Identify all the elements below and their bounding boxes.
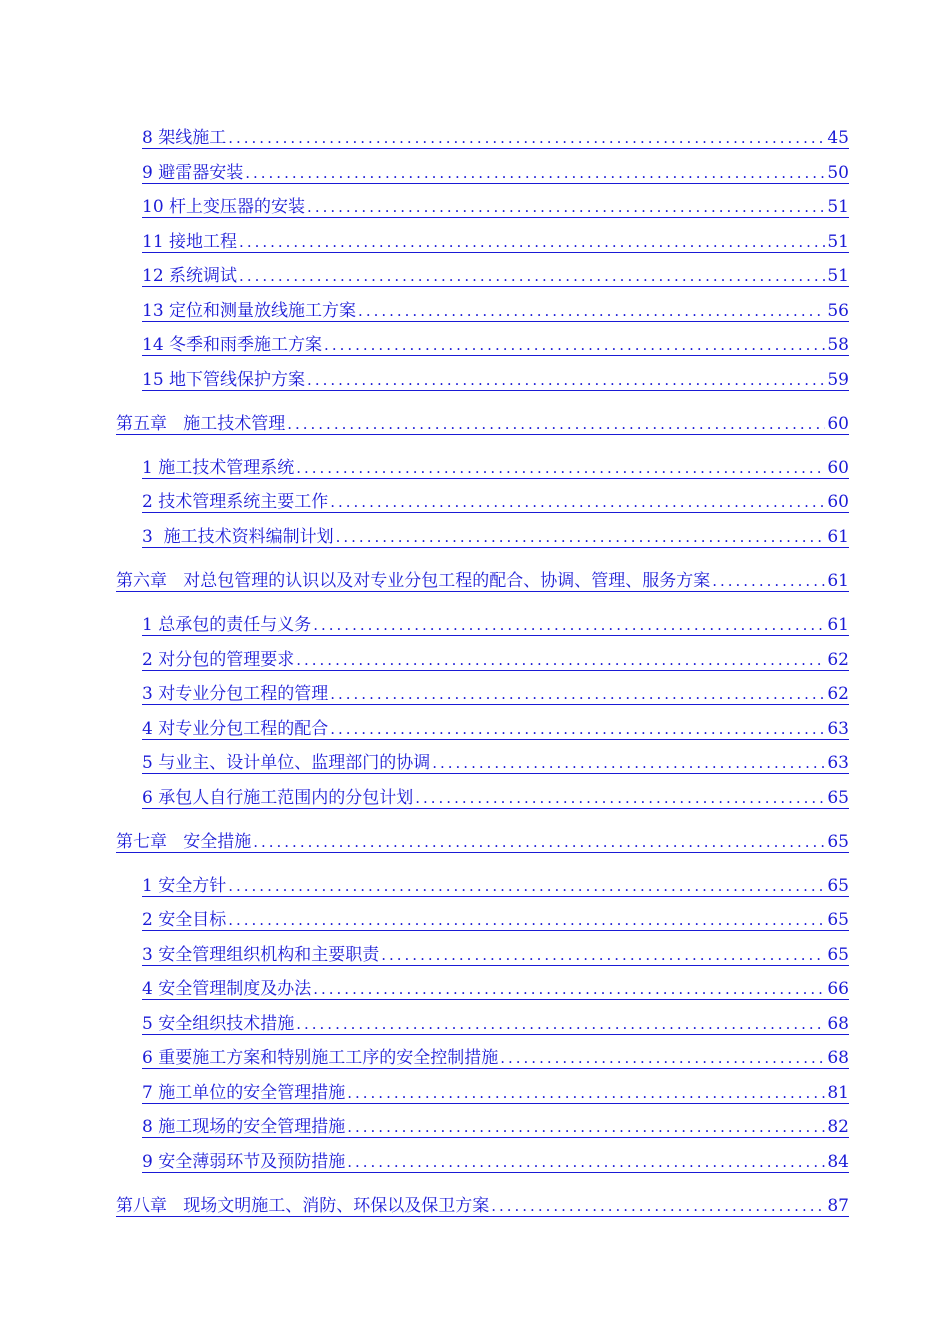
toc-entry[interactable] — [142, 333, 849, 356]
toc-dot-leader — [500, 1048, 825, 1068]
toc-page-number: 65 — [827, 876, 849, 896]
toc-dot-leader — [381, 945, 825, 965]
toc-chapter-title: 第八章 现场文明施工、消防、环保以及保卫方案 — [116, 1196, 490, 1216]
toc-entry-title: 9 安全薄弱环节及预防措施 — [142, 1152, 346, 1172]
toc-dot-leader — [253, 832, 825, 852]
toc-entry[interactable] — [142, 1115, 849, 1138]
toc-chapter-title: 第六章 对总包管理的认识以及对专业分包工程的配合、协调、管理、服务方案 — [116, 571, 711, 591]
toc-entry[interactable] — [142, 717, 849, 740]
toc-dot-leader — [432, 753, 825, 773]
toc-page-number: 61 — [827, 615, 849, 635]
toc-page-number: 56 — [827, 301, 849, 321]
toc-entry[interactable] — [142, 161, 849, 184]
toc-dot-leader — [313, 615, 825, 635]
toc-dot-leader — [330, 684, 825, 704]
toc-page-number: 62 — [827, 684, 849, 704]
toc-page-number: 60 — [827, 458, 849, 478]
toc-page-number: 65 — [827, 788, 849, 808]
toc-entry[interactable] — [142, 1012, 849, 1035]
toc-page-number: 82 — [827, 1117, 849, 1137]
toc-entry-title: 10 杆上变压器的安装 — [142, 197, 306, 217]
toc-page-number: 61 — [827, 571, 849, 591]
toc-entry-title: 15 地下管线保护方案 — [142, 370, 306, 390]
toc-dot-leader — [307, 197, 825, 217]
toc-dot-leader — [239, 266, 825, 286]
toc-entry-title: 2 对分包的管理要求 — [142, 650, 295, 670]
toc-page-number: 51 — [827, 197, 849, 217]
toc-entry-title: 4 安全管理制度及办法 — [142, 979, 312, 999]
toc-entry[interactable] — [142, 230, 849, 253]
toc-dot-leader — [415, 788, 825, 808]
toc-page-number: 68 — [827, 1048, 849, 1068]
toc-entry[interactable] — [142, 648, 849, 671]
toc-dot-leader — [330, 492, 825, 512]
toc-dot-leader — [712, 571, 825, 591]
toc-entry-title: 2 安全目标 — [142, 910, 227, 930]
toc-dot-leader — [245, 163, 825, 183]
toc-entry[interactable] — [142, 751, 849, 774]
toc-dot-leader — [228, 128, 825, 148]
toc-chapter-title: 第五章 施工技术管理 — [116, 414, 286, 434]
toc-entry[interactable] — [142, 299, 849, 322]
toc-page-number: 65 — [827, 832, 849, 852]
toc-dot-leader — [239, 232, 825, 252]
toc-dot-leader — [296, 650, 825, 670]
toc-dot-leader — [491, 1196, 825, 1216]
toc-entry-title: 2 技术管理系统主要工作 — [142, 492, 329, 512]
toc-entry-title: 11 接地工程 — [142, 232, 238, 252]
toc-page-number: 61 — [827, 527, 849, 547]
toc-page-number: 68 — [827, 1014, 849, 1034]
toc-entry-title: 12 系统调试 — [142, 266, 238, 286]
toc-entry-title: 5 安全组织技术措施 — [142, 1014, 295, 1034]
toc-dot-leader — [313, 979, 825, 999]
toc-dot-leader — [324, 335, 825, 355]
toc-dot-leader — [330, 719, 825, 739]
toc-entry[interactable] — [142, 1081, 849, 1104]
toc-entry-title: 6 承包人自行施工范围内的分包计划 — [142, 788, 414, 808]
toc-dot-leader — [347, 1083, 825, 1103]
toc-dot-leader — [336, 527, 826, 547]
toc-dot-leader — [307, 370, 825, 390]
toc-entry-title: 1 总承包的责任与义务 — [142, 615, 312, 635]
toc-page-number: 51 — [827, 232, 849, 252]
toc-entry-title: 8 架线施工 — [142, 128, 227, 148]
toc-page-number: 84 — [827, 1152, 849, 1172]
toc-dot-leader — [347, 1117, 825, 1137]
toc-dot-leader — [296, 1014, 825, 1034]
toc-page-number: 59 — [827, 370, 849, 390]
toc-entry-title: 13 定位和测量放线施工方案 — [142, 301, 357, 321]
toc-entry-title: 4 对专业分包工程的配合 — [142, 719, 329, 739]
toc-entry[interactable] — [142, 525, 849, 548]
toc-entry[interactable] — [142, 264, 849, 287]
toc-page-number: 63 — [827, 719, 849, 739]
toc-chapter-entry[interactable] — [116, 569, 849, 592]
toc-dot-leader — [228, 876, 825, 896]
toc-entry[interactable] — [142, 874, 849, 897]
toc-entry-title: 1 安全方针 — [142, 876, 227, 896]
toc-page-number: 87 — [827, 1196, 849, 1216]
toc-entry[interactable] — [142, 368, 849, 391]
toc-entry-title: 9 避雷器安装 — [142, 163, 244, 183]
toc-page-number: 65 — [827, 945, 849, 965]
toc-page-number: 60 — [827, 492, 849, 512]
toc-dot-leader — [228, 910, 825, 930]
toc-page-number: 63 — [827, 753, 849, 773]
toc-entry-title: 3 安全管理组织机构和主要职责 — [142, 945, 380, 965]
toc-page-number: 50 — [827, 163, 849, 183]
toc-page-number: 60 — [827, 414, 849, 434]
toc-entry[interactable] — [142, 456, 849, 479]
toc-dot-leader — [358, 301, 825, 321]
toc-page-number: 65 — [827, 910, 849, 930]
toc-entry-title: 6 重要施工方案和特别施工工序的安全控制措施 — [142, 1048, 499, 1068]
toc-page-number: 66 — [827, 979, 849, 999]
toc-chapter-entry[interactable] — [116, 412, 849, 435]
toc-chapter-entry[interactable] — [116, 1194, 849, 1217]
toc-entry[interactable] — [142, 1046, 849, 1069]
toc-page-number: 81 — [827, 1083, 849, 1103]
toc-page-number: 62 — [827, 650, 849, 670]
toc-entry[interactable] — [142, 786, 849, 809]
toc-dot-leader — [347, 1152, 825, 1172]
toc-entry[interactable] — [142, 977, 849, 1000]
toc-entry-title: 8 施工现场的安全管理措施 — [142, 1117, 346, 1137]
toc-entry-title: 14 冬季和雨季施工方案 — [142, 335, 323, 355]
toc-entry-title: 1 施工技术管理系统 — [142, 458, 295, 478]
toc-entry[interactable] — [142, 195, 849, 218]
toc-dot-leader — [296, 458, 825, 478]
toc-page-number: 51 — [827, 266, 849, 286]
toc-entry-title: 7 施工单位的安全管理措施 — [142, 1083, 346, 1103]
toc-chapter-entry[interactable] — [116, 830, 849, 853]
toc-entry-title: 5 与业主、设计单位、监理部门的协调 — [142, 753, 431, 773]
toc-entry[interactable] — [142, 943, 849, 966]
toc-page-number: 45 — [827, 128, 849, 148]
toc-dot-leader — [287, 414, 825, 434]
toc-entry[interactable] — [142, 1150, 849, 1173]
toc-entry-title: 3 对专业分包工程的管理 — [142, 684, 329, 704]
toc-entry[interactable] — [142, 126, 849, 149]
toc-entry[interactable] — [142, 908, 849, 931]
toc-entry[interactable] — [142, 682, 849, 705]
toc-entry[interactable] — [142, 490, 849, 513]
toc-page-number: 58 — [827, 335, 849, 355]
toc-entry-title: 3 施工技术资料编制计划 — [142, 527, 334, 547]
toc-entry[interactable] — [142, 613, 849, 636]
toc-chapter-title: 第七章 安全措施 — [116, 832, 252, 852]
